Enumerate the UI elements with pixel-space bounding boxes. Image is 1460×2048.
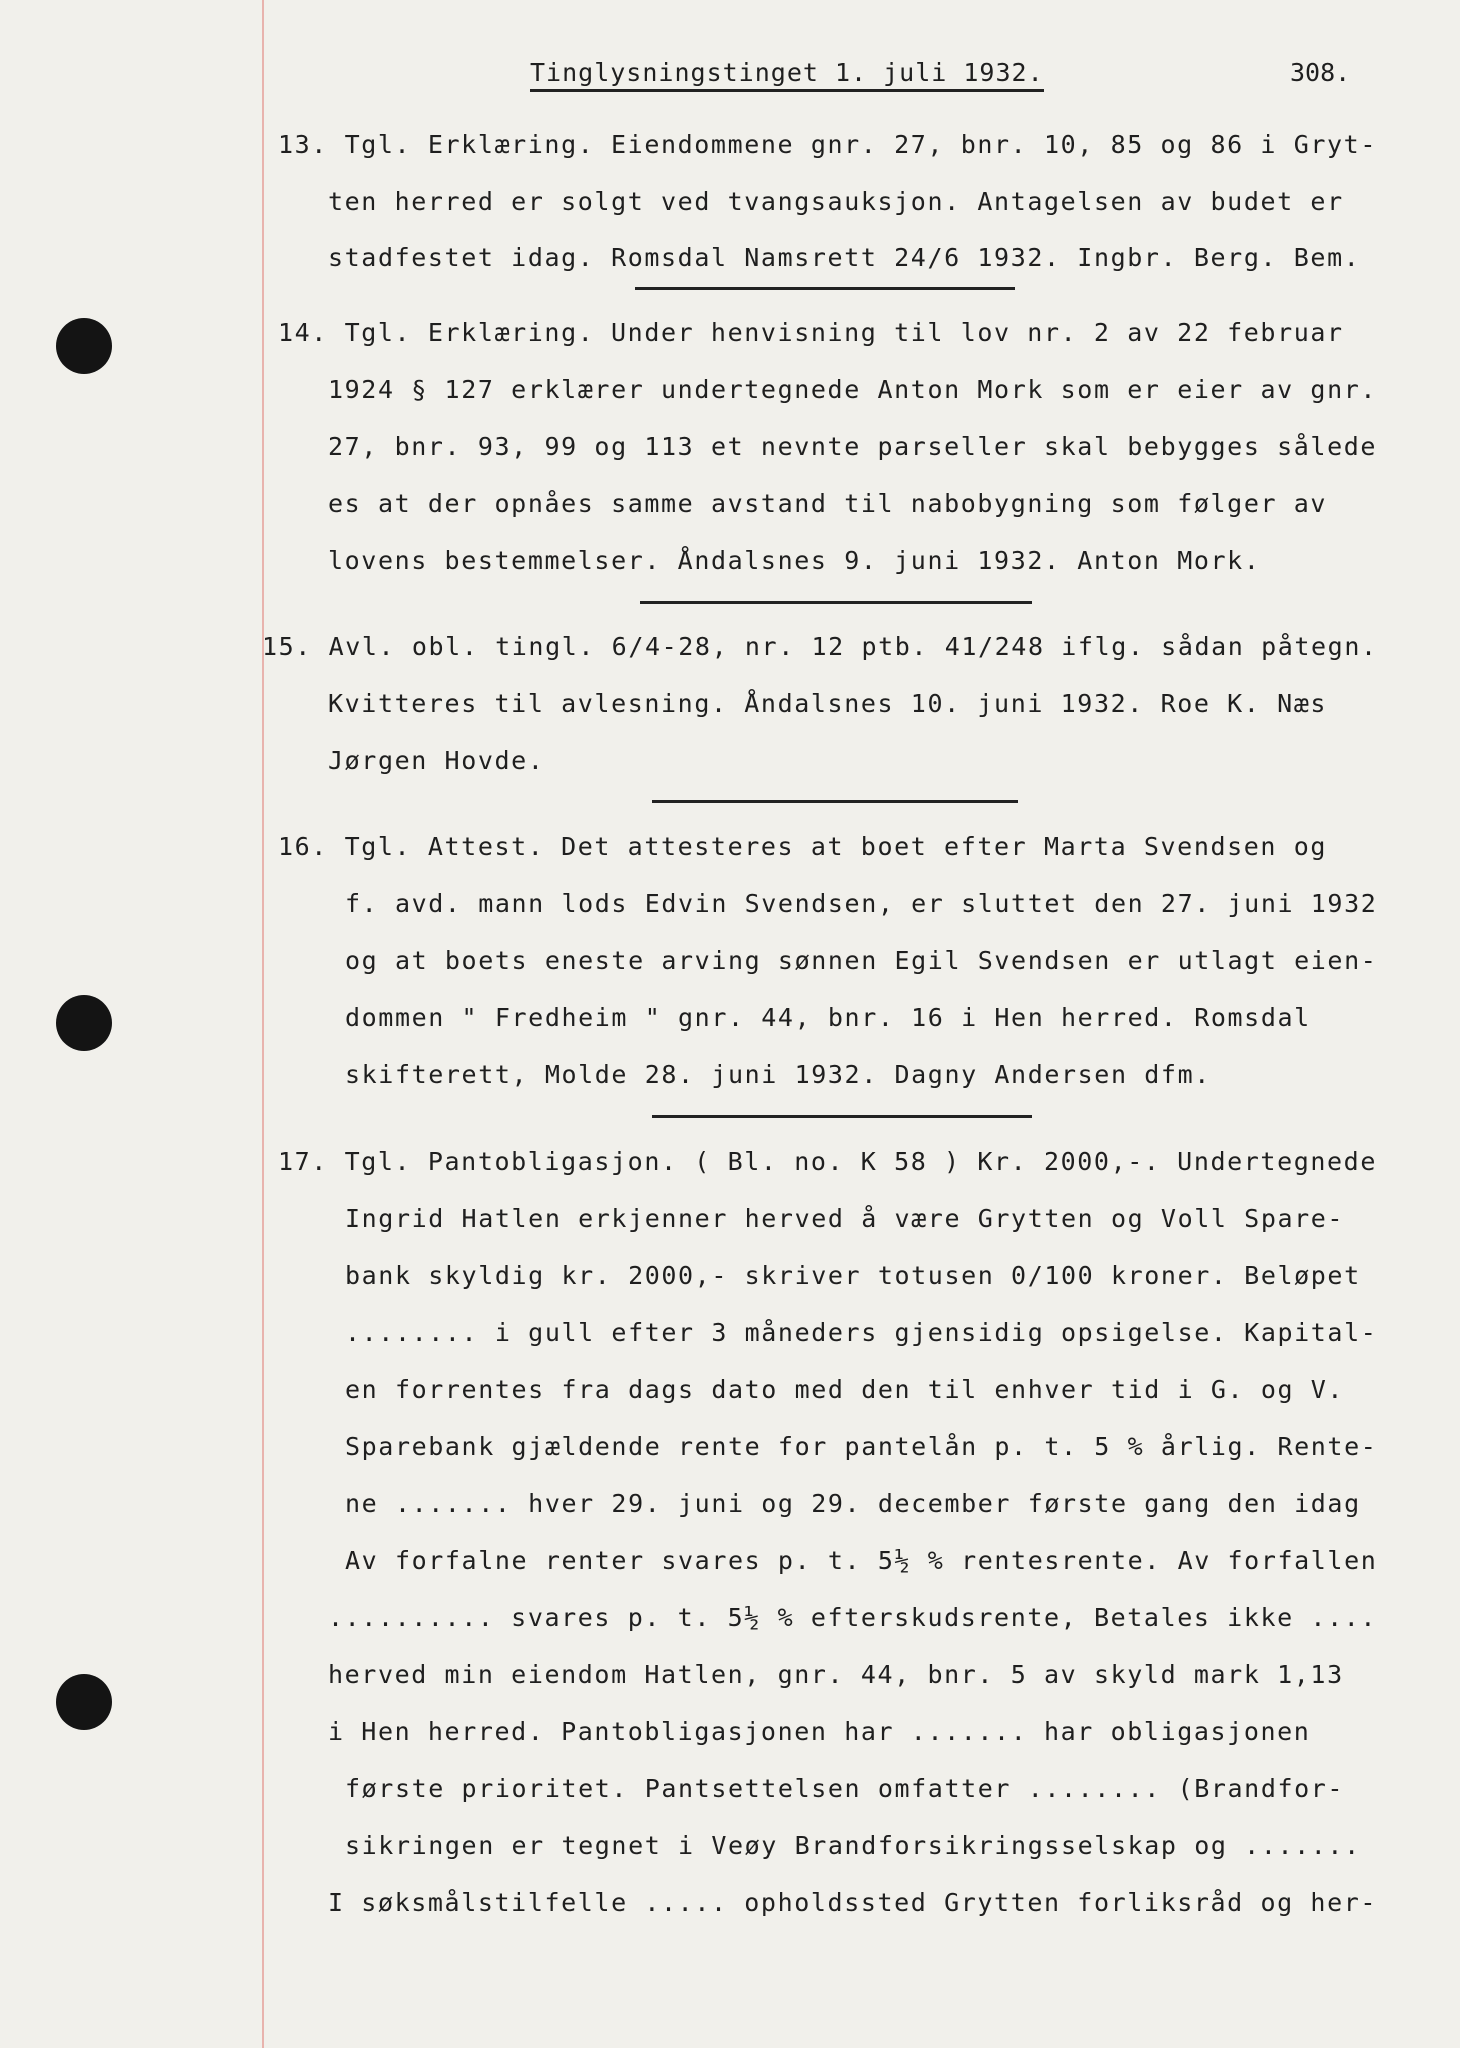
margin-rule (262, 0, 264, 2048)
text-line: og at boets eneste arving sønnen Egil Svendsen er utlagt eien- (345, 946, 1378, 975)
section-divider (652, 800, 1018, 803)
text-line: ten herred er solgt ved tvangsauksjon. Antagelsen av budet er (328, 187, 1344, 216)
text-line: 13. Tgl. Erklæring. Eiendommene gnr. 27, bnr. 10, 85 og 86 i Gryt- (278, 130, 1377, 159)
text-line: .......... svares p. t. 5½ % efterskudsrente, Betales ikke .... (328, 1603, 1378, 1632)
text-line: Kvitteres til avlesning. Åndalsnes 10. juni 1932. Roe K. Næs (328, 689, 1328, 718)
punch-hole (56, 995, 112, 1051)
text-line: Av forfalne renter svares p. t. 5½ % rentesrente. Av forfallen (345, 1546, 1378, 1575)
text-line: 27, bnr. 93, 99 og 113 et nevnte parseller skal bebygges sålede (328, 432, 1378, 461)
text-line: dommen " Fredheim " gnr. 44, bnr. 16 i Hen herred. Romsdal (345, 1003, 1311, 1032)
text-line: 14. Tgl. Erklæring. Under henvisning til lov nr. 2 av 22 februar (278, 318, 1344, 347)
text-line: lovens bestemmelser. Åndalsnes 9. juni 1932. Anton Mork. (328, 546, 1261, 575)
text-line: 1924 § 127 erklærer undertegnede Anton Mork som er eier av gnr. (328, 375, 1378, 404)
section-divider (635, 287, 1015, 290)
text-line: Jørgen Hovde. (328, 746, 545, 775)
page-title: Tinglysningstinget 1. juli 1932. (530, 58, 1044, 92)
text-line: 16. Tgl. Attest. Det attesteres at boet efter Marta Svendsen og (278, 832, 1328, 861)
text-line: 17. Tgl. Pantobligasjon. ( Bl. no. K 58 ) Kr. 2000,-. Undertegnede (278, 1147, 1377, 1176)
text-line: sikringen er tegnet i Veøy Brandforsikringsselskap og ....... (345, 1831, 1361, 1860)
text-line: ........ i gull efter 3 måneders gjensidig opsigelse. Kapital- (345, 1318, 1378, 1347)
text-line: bank skyldig kr. 2000,- skriver totusen 0/100 kroner. Beløpet (345, 1261, 1361, 1290)
text-line: I søksmålstilfelle ..... opholdssted Grytten forliksråd og her- (328, 1888, 1378, 1917)
text-line: skifterett, Molde 28. juni 1932. Dagny Andersen dfm. (345, 1060, 1211, 1089)
text-line: første prioritet. Pantsettelsen omfatter ........ (Brandfor- (345, 1774, 1345, 1803)
section-divider (640, 601, 1032, 604)
punch-hole (56, 318, 112, 374)
text-line: Sparebank gjældende rente for pantelån p. t. 5 % årlig. Rente- (345, 1432, 1378, 1461)
page-number: 308. (1290, 58, 1351, 87)
section-divider (652, 1115, 1032, 1118)
text-line: 15. Avl. obl. tingl. 6/4-28, nr. 12 ptb. 41/248 iflg. sådan påtegn. (262, 632, 1378, 661)
text-line: es at der opnåes samme avstand til nabobygning som følger av (328, 489, 1328, 518)
text-line: stadfestet idag. Romsdal Namsrett 24/6 1932. Ingbr. Berg. Bem. (328, 243, 1361, 272)
text-line: i Hen herred. Pantobligasjonen har ....... har obligasjonen (328, 1717, 1311, 1746)
text-line: ne ....... hver 29. juni og 29. december første gang den idag (345, 1489, 1361, 1518)
text-line: f. avd. mann lods Edvin Svendsen, er sluttet den 27. juni 1932 (345, 889, 1378, 918)
punch-hole (56, 1674, 112, 1730)
text-line: en forrentes fra dags dato med den til enhver tid i G. og V. (345, 1375, 1345, 1404)
text-line: Ingrid Hatlen erkjenner herved å være Grytten og Voll Spare- (345, 1204, 1345, 1233)
text-line: herved min eiendom Hatlen, gnr. 44, bnr. 5 av skyld mark 1,13 (328, 1660, 1344, 1689)
